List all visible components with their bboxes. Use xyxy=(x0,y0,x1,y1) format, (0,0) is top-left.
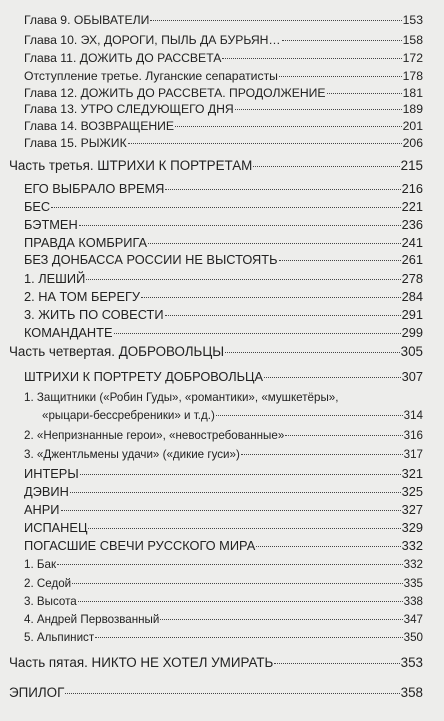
toc-entry xyxy=(24,288,423,306)
toc-entry-title: БЕС xyxy=(24,199,51,214)
toc-entry-title: ЕГО ВЫБРАЛО ВРЕМЯ xyxy=(24,181,165,196)
leader-dots xyxy=(128,143,402,144)
leader-dots xyxy=(78,601,403,602)
toc-entry-page: 332 xyxy=(401,538,423,553)
toc-part-heading xyxy=(9,684,423,702)
leader-dots xyxy=(216,415,403,416)
toc-entry-page: 261 xyxy=(401,252,423,267)
toc-entry-page: 158 xyxy=(402,33,423,47)
toc-entry-page: 284 xyxy=(401,289,423,304)
toc-entry-page: 221 xyxy=(401,199,423,214)
leader-dots xyxy=(150,20,401,21)
toc-entry xyxy=(24,611,423,629)
toc-entry xyxy=(24,49,423,67)
toc-entry-page: 347 xyxy=(403,613,423,626)
leader-dots xyxy=(285,435,402,436)
toc-entry-title: Глава 13. УТРО СЛЕДУЮЩЕГО ДНЯ xyxy=(24,102,234,116)
leader-dots xyxy=(148,243,401,244)
toc-entry xyxy=(24,537,423,555)
toc-entry-page: 241 xyxy=(401,235,423,250)
toc-entry-title: 2. Седой xyxy=(24,577,72,590)
toc-entry-title: 4. Андрей Первозванный xyxy=(24,613,160,626)
toc-part-heading xyxy=(9,343,423,361)
toc-entry xyxy=(24,501,423,519)
toc-entry-title: БЭТМЕН xyxy=(24,217,78,232)
toc-entry xyxy=(24,519,423,537)
toc-entry-title: БЕЗ ДОНБАССА РОССИИ НЕ ВЫСТОЯТЬ xyxy=(24,252,278,267)
toc-entry-page: 172 xyxy=(402,51,423,65)
toc-entry-page: 181 xyxy=(402,86,423,100)
toc-entry-title: ДЭВИН xyxy=(24,484,69,499)
leader-dots xyxy=(79,225,401,226)
leader-dots xyxy=(160,619,402,620)
toc-entry xyxy=(24,593,423,611)
leader-dots xyxy=(253,166,399,167)
toc-entry-title: 5. Альпинист xyxy=(24,631,95,644)
toc-entry xyxy=(24,306,423,324)
toc-entry-title: Глава 15. РЫЖИК xyxy=(24,136,127,150)
toc-entry xyxy=(24,117,423,135)
toc-entry-title: 3. «Джентльмены удачи» («дикие гуси») xyxy=(24,448,240,461)
toc-entry-title: 3. ЖИТЬ ПО СОВЕСТИ xyxy=(24,307,164,322)
toc-entry-page: 307 xyxy=(401,369,423,384)
toc-entry-page: 178 xyxy=(402,69,423,83)
toc-entry-title: Глава 12. ДОЖИТЬ ДО РАССВЕТА. ПРОДОЛЖЕНИЕ xyxy=(24,86,326,100)
toc-entry-page: 321 xyxy=(401,466,423,481)
toc-entry-page: 335 xyxy=(403,577,423,590)
toc-entry-title: Глава 10. ЭХ, ДОРОГИ, ПЫЛЬ ДА БУРЬЯН… xyxy=(24,33,281,47)
leader-dots xyxy=(327,93,402,94)
toc-entry-page: 305 xyxy=(400,344,423,359)
toc-entry-title: Часть третья. ШТРИХИ К ПОРТРЕТАМ xyxy=(9,158,253,173)
toc-entry xyxy=(24,11,423,29)
toc-part-heading xyxy=(9,157,423,175)
toc-entry xyxy=(24,368,423,386)
toc-entry-title: 2. «Непризнанные герои», «невостребованные» xyxy=(24,429,285,442)
toc-entry-page: 350 xyxy=(403,631,423,644)
leader-dots xyxy=(264,377,401,378)
toc-entry-page: 329 xyxy=(401,520,423,535)
toc-entry xyxy=(24,629,423,647)
toc-entry xyxy=(24,427,423,445)
toc-entry-page: 291 xyxy=(401,307,423,322)
toc-entry xyxy=(24,556,423,574)
leader-dots xyxy=(175,126,402,127)
toc-entry-page: 353 xyxy=(400,655,423,670)
toc-entry-page: 206 xyxy=(402,136,423,150)
leader-dots xyxy=(57,564,403,565)
toc-entry-title: 1. Бак xyxy=(24,558,57,571)
toc-entry xyxy=(24,251,423,269)
toc-entry-first-line: 1. Защитники («Робин Гуды», «романтики», «мушкетёры», xyxy=(24,391,339,404)
toc-entry-title: Часть пятая. НИКТО НЕ ХОТЕЛ УМИРАТЬ xyxy=(9,655,274,670)
toc-entry-title: ИНТЕРЫ xyxy=(24,466,79,481)
toc-entry-title: Глава 14. ВОЗВРАЩЕНИЕ xyxy=(24,119,175,133)
toc-entry xyxy=(24,575,423,593)
leader-dots xyxy=(274,663,399,664)
leader-dots xyxy=(72,583,403,584)
leader-dots xyxy=(70,492,401,493)
toc-entry xyxy=(24,198,423,216)
leader-dots xyxy=(88,528,400,529)
toc-entry-page: 216 xyxy=(401,181,423,196)
toc-entry xyxy=(24,465,423,483)
toc-entry-page: 317 xyxy=(403,448,423,461)
toc-entry-title: 3. Высота xyxy=(24,595,77,608)
toc-entry-page: 278 xyxy=(401,271,423,286)
leader-dots xyxy=(61,510,401,511)
toc-entry-title: «рыцари-бессребреники» и т.д.) xyxy=(42,409,215,422)
toc-entry-title: Глава 9. ОБЫВАТЕЛИ xyxy=(24,13,150,27)
toc-entry-page: 236 xyxy=(401,217,423,232)
toc-entry xyxy=(24,134,423,152)
toc-entry-page: 316 xyxy=(403,429,423,442)
leader-dots xyxy=(51,207,400,208)
toc-entry xyxy=(42,407,423,425)
toc-entry-page: 299 xyxy=(401,325,423,340)
leader-dots xyxy=(282,40,402,41)
toc-entry-title: 2. НА ТОМ БЕРЕГУ xyxy=(24,289,141,304)
leader-dots xyxy=(165,189,400,190)
toc-entry-title: ПОГАСШИЕ СВЕЧИ РУССКОГО МИРА xyxy=(24,538,256,553)
toc-entry-title: 1. ЛЕШИЙ xyxy=(24,271,86,286)
toc-entry-title: ЭПИЛОГ xyxy=(9,685,65,700)
leader-dots xyxy=(222,58,401,59)
toc-entry xyxy=(24,483,423,501)
leader-dots xyxy=(279,76,402,77)
toc-entry xyxy=(24,180,423,198)
toc-entry-page: 215 xyxy=(400,158,423,173)
leader-dots xyxy=(241,454,403,455)
toc-part-heading xyxy=(9,654,423,672)
leader-dots xyxy=(225,352,400,353)
toc-entry-title: Глава 11. ДОЖИТЬ ДО РАССВЕТА xyxy=(24,51,222,65)
leader-dots xyxy=(95,637,402,638)
toc-entry-page: 201 xyxy=(402,119,423,133)
toc-entry xyxy=(24,216,423,234)
toc-entry xyxy=(24,324,423,342)
toc-entry-page: 314 xyxy=(403,409,423,422)
leader-dots xyxy=(256,546,400,547)
leader-dots xyxy=(235,109,402,110)
toc-entry-title: АНРИ xyxy=(24,502,60,517)
toc-entry-title: Часть четвертая. ДОБРОВОЛЬЦЫ xyxy=(9,344,225,359)
leader-dots xyxy=(141,297,401,298)
leader-dots xyxy=(80,474,401,475)
toc-entry xyxy=(24,446,423,464)
leader-dots xyxy=(114,333,401,334)
toc-entry xyxy=(24,67,423,85)
toc-entry-page: 189 xyxy=(402,102,423,116)
toc-entry-page: 332 xyxy=(403,558,423,571)
leader-dots xyxy=(65,693,399,694)
toc-entry-page: 153 xyxy=(402,13,423,27)
toc-entry-title: КОМАНДАНТЕ xyxy=(24,325,113,340)
toc-entry-page: 327 xyxy=(401,502,423,517)
toc-entry-title: ШТРИХИ К ПОРТРЕТУ ДОБРОВОЛЬЦА xyxy=(24,369,264,384)
leader-dots xyxy=(165,315,401,316)
toc-entry-title: ПРАВДА КОМБРИГА xyxy=(24,235,148,250)
toc-entry-title: Отступление третье. Луганские сепаратисты xyxy=(24,69,278,83)
toc-entry-page: 358 xyxy=(400,685,423,700)
toc-entry xyxy=(24,234,423,252)
toc-entry-page: 338 xyxy=(403,595,423,608)
toc-entry xyxy=(24,31,423,49)
toc-entry-title: ИСПАНЕЦ xyxy=(24,520,88,535)
toc-entry xyxy=(24,100,423,118)
toc-entry xyxy=(24,270,423,288)
toc-entry-page: 325 xyxy=(401,484,423,499)
leader-dots xyxy=(279,260,401,261)
leader-dots xyxy=(86,279,400,280)
